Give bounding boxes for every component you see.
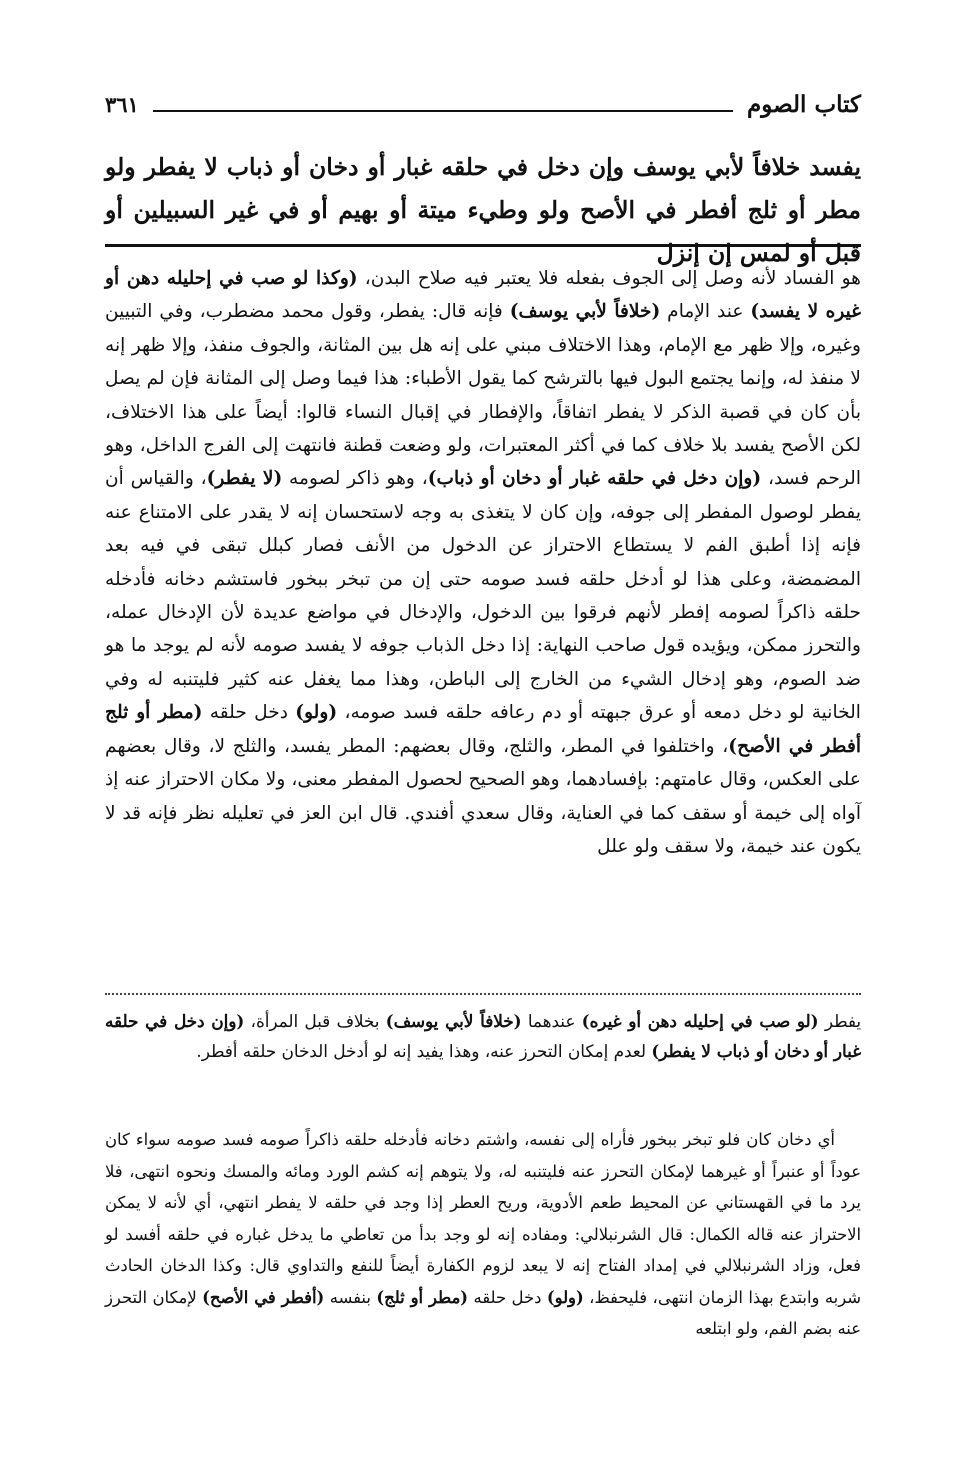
- bold-quote: (خلافاً لأبي يوسف): [385, 1011, 522, 1031]
- text-run: بنفسه: [324, 1287, 377, 1307]
- bold-quote: (وكذا لو صب في إحليله دهن أو غيره لا يفسد): [105, 268, 861, 323]
- text-run: ، وهو ذاكر لصومه: [282, 468, 428, 490]
- text-run: يفطر: [818, 1011, 861, 1031]
- text-run: ، واختلفوا في المطر، والثلج، وقال بعضهم: المطر يفسد، والثلج لا، وقال بعضهم على العكس، وقال عامتهم: بإفسادهما، وهو الصحيح لحصول المفطر معنى، ولا مكان الاحتراز عنه إذ آواه إلى خيمة أو سقف كما في العناية، وقال سعدي أفندي. قال ابن العز في تعليله نظر فإنه قد لا يكون عند خيمة، ولا سقف ولو علل: [105, 735, 861, 857]
- bold-quote: (ولو): [546, 1287, 584, 1307]
- text-run: بخلاف قبل المرأة،: [244, 1011, 386, 1031]
- footnote-matn-paragraph: [105, 1006, 861, 1066]
- footnote-matn-block: [105, 1006, 861, 1066]
- bold-quote: (وإن دخل في حلقه غبار أو دخان أو ذباب لا يفطر): [105, 1011, 861, 1061]
- chapter-title: كتاب الصوم: [746, 91, 861, 118]
- bold-quote: (مطر أو ثلج أفطر في الأصح): [105, 702, 861, 757]
- bold-quote: (أفطر في الأصح): [202, 1287, 325, 1307]
- matn-paragraph: يفسد خلافاً لأبي يوسف وإن دخل في حلقه غبار أو دخان أو ذباب لا يفطر ولو مطر أو ثلج أفطر في الأصح ولو وطيء ميتة أو بهيم أو في غير السبيلين أو قبل أو لمس إن إنزل: [105, 153, 861, 267]
- header-rule: [153, 110, 733, 112]
- matn-text-block: [105, 146, 861, 275]
- text-run: لإمكان التحرز عنه بضم الفم، ولو ابتلعه: [105, 1287, 861, 1338]
- bold-quote: (مطر أو ثلج): [376, 1287, 469, 1307]
- bold-quote: (لو صب في إحليله دهن أو غيره): [581, 1011, 819, 1031]
- text-run: هو الفساد لأنه وصل إلى الجوف بفعله فلا يعتبر فيه صلاح البدن،: [357, 268, 861, 289]
- page-number: ٣٦١: [105, 92, 139, 117]
- footnote-commentary-paragraph: [105, 1124, 861, 1345]
- page-header: [105, 86, 861, 120]
- footnote-separator: [105, 993, 861, 995]
- text-run: فإنه قال: يفطر، وقول محمد مضطرب، وفي التبيين وغيره، وإلا ظهر مع الإمام، وهذا الاختلاف مبني على إنه هل بين المثانة، والجوف منفذ، وإلا ظهر إنه لا منفذ له، وإنما يجتمع البول فيها بالترشح كما يقول الأطباء: هذا فيما وصل إلى المثانة فإن لم يصل بأن كان في قصبة الذكر لا يفطر اتفاقاً، والإفطار في إقبال النساء قالوا: أيضاً على هذا الاختلاف، لكن الأصح يفسد بلا خلاف كما في أكثر المعتبرات، ولو وضعت قطنة فانتهت إلى الفرج الداخل، وهو الرحم فسد،: [105, 301, 862, 490]
- text-run: عندهما: [521, 1011, 582, 1031]
- matn-separator-rule: [105, 244, 861, 247]
- text-run: دخل حلقه: [468, 1287, 547, 1307]
- text-run: لعدم إمكان التحرز عنه، وهذا يفيد إنه لو أدخل الدخان حلقه أفطر.: [196, 1041, 652, 1061]
- text-run: عند الإمام: [660, 301, 751, 323]
- bold-quote: (ولو): [295, 702, 338, 724]
- commentary-text-block: [105, 262, 861, 863]
- footnote-commentary-block: [105, 1124, 861, 1345]
- commentary-paragraph: [105, 262, 861, 863]
- text-run: أي دخان كان فلو تبخر ببخور فأراه إلى نفسه، واشتم دخانه فأدخله حلقه ذاكراً صومه فسد صومه سواء كان عوداً أو عنبراً أو غيرهما لإمكان التحرز عنه فليتنبه له، ولا يتوهم إنه كشم الورد ومائه والمسك ونحوه انتهى، فلا يرد ما في القهستاني عن المحيط طعم الأدوية، وريح العطر إذا وجد في حلقه لا يفطر انتهي، أي لأنه لا يمكن الاحتراز عنه قاله الكمال: قال الشرنبلالي: ومفاده إنه لو وجد بدأ من تعاطي ما يدخل غباره في حلقه أفسد لو فعل، وزاد الشرنبلالي في إمداد الفتاح إنه لا يبعد لزوم الكفارة أيضاً للنفع والتداوي قال: وكذا الدخان الحادث شربه وابتدع بهذا الزمان انتهى، فليحفظ،: [105, 1130, 861, 1307]
- text-run: دخل حلقه: [202, 702, 296, 724]
- bold-quote: (لا يفطر): [206, 468, 283, 490]
- bold-quote: (خلافاً لأبي يوسف): [509, 301, 661, 323]
- bold-quote: (وإن دخل في حلقه غبار أو دخان أو ذباب): [427, 468, 762, 490]
- text-run: ، والقياس أن يفطر لوصول المفطر إلى جوفه، وإن كان لا يتغذى به وجه لاستحسان إنه لا يقدر على الامتناع عنه فإنه إذا أطبق الفم لا يستطاع الاحتراز عن الدخول من الأنف فصار كبلل تبقى في فيه بعد المضمضة، وعلى هذا لو أدخل حلقه فسد صومه حتى إن من تبخر ببخور فاستشم دخانه فأدخله حلقه ذاكراً لصومه إفطر لأنهم فرقوا بين الدخول، والإدخال في مواضع عديدة لأن الإدخال عمله، والتحرز ممكن، ويؤيده قول صاحب النهاية: إذا دخل الذباب جوفه لا يفسد صومه لأنه لم يوجد ما هو ضد الصوم، وهو إدخال الشيء من الخارج إلى الباطن، وهذا مما يغفل عنه كثير فليتنبه له وفي الخانية لو دخل دمعه أو عرق جبهته أو دم رعافه حلقه فسد صومه،: [105, 468, 861, 724]
